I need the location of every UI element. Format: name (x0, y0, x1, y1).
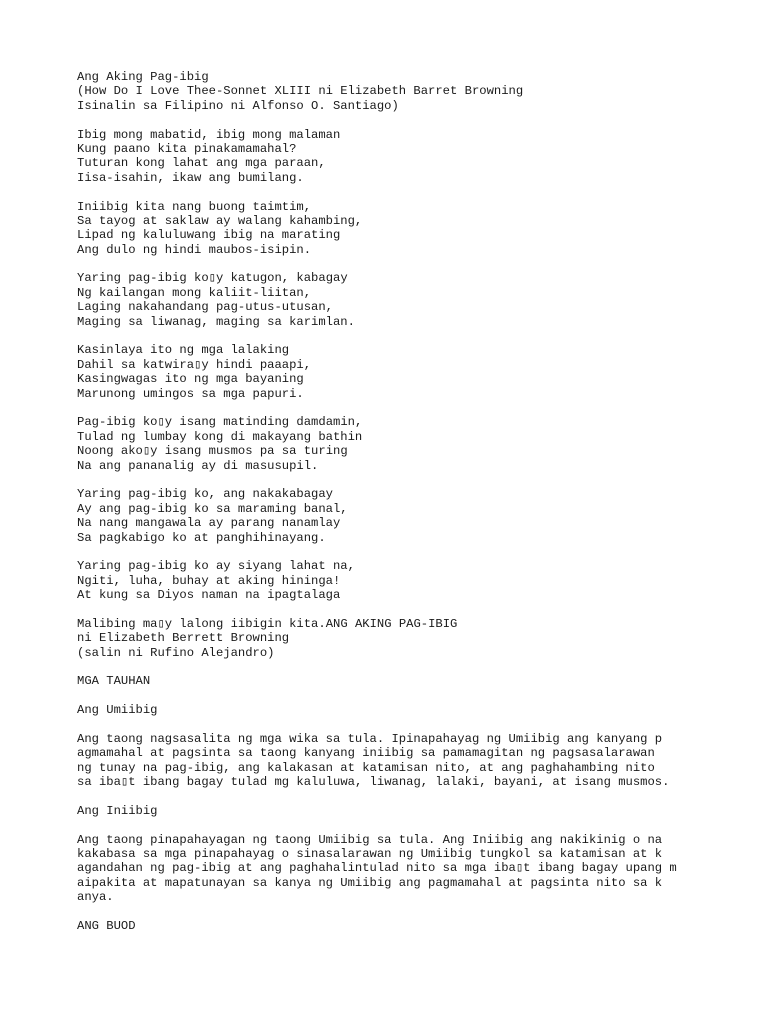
verse-line: Pag-ibig ko▯y isang matinding damdamin, (77, 415, 363, 430)
verse-line: Laging nakahandang pag-utus-utusan, (77, 300, 333, 315)
paragraph-line: ng tunay na pag-ibig, ang kalakasan at katamisan nito, at ang paghahambing nito (77, 760, 655, 775)
verse-line: Tuturan kong lahat ang mga paraan, (77, 156, 326, 171)
character-heading-iniibig (77, 804, 737, 818)
verse-line: ni Elizabeth Berrett Browning (77, 631, 290, 646)
poem-translator: Isinalin sa Filipino ni Alfonso O. Santiago) (77, 98, 399, 113)
stanza-6 (77, 487, 737, 545)
verse-line: Na ang pananalig ay di masusupil. (77, 458, 319, 473)
paragraph-iniibig (77, 833, 737, 905)
verse-line: Yaring pag-ibig ko, ang nakakabagay (77, 487, 333, 502)
section-heading: MGA TAUHAN (77, 674, 151, 689)
poem-title: Ang Aking Pag-ibig (77, 70, 209, 84)
verse-line: Marunong umingos sa mga papuri. (77, 386, 304, 401)
verse-line: Dahil sa katwira▯y hindi paaapi, (77, 357, 312, 372)
verse-line: At kung sa Diyos naman na ipagtalaga (77, 588, 341, 603)
verse-line: Kung paano kita pinakamamahal? (77, 141, 297, 156)
verse-line: Ngiti, luha, buhay at aking hininga! (77, 573, 341, 588)
paragraph-line: anya. (77, 890, 114, 905)
subsection-heading: Ang Umiibig (77, 703, 158, 718)
paragraph-line: kakabasa sa mga pinapahayag o sinasalarawan ng Umiibig tungkol sa katamisan at k (77, 847, 663, 862)
paragraph-line: Ang taong nagsasalita ng mga wika sa tula. Ipinapahayag ng Umiibig ang kanyang p (77, 731, 663, 746)
verse-line: Yaring pag-ibig ko▯y katugon, kabagay (77, 271, 348, 286)
verse-line: Iniibig kita nang buong taimtim, (77, 199, 312, 214)
paragraph-line: agmamahal at pagsinta sa taong kanyang iniibig sa pamamagitan ng pagsasalarawan (77, 746, 655, 761)
stanza-3 (77, 271, 737, 329)
stanza-5 (77, 415, 737, 473)
section-heading: ANG BUOD (77, 919, 136, 934)
poem-header (77, 70, 737, 113)
verse-line: Ibig mong mabatid, ibig mong malaman (77, 127, 341, 142)
verse-line: Sa tayog at saklaw ay walang kahambing, (77, 213, 363, 228)
stanza-1 (77, 128, 737, 186)
paragraph-line: aipakita at mapatunayan sa kanya ng Umiibig ang pagmamahal at pagsinta nito sa k (77, 875, 663, 890)
verse-line: Iisa-isahin, ikaw ang bumilang. (77, 170, 304, 185)
subsection-heading: Ang Iniibig (77, 803, 158, 818)
character-heading-umiibig (77, 703, 737, 717)
verse-line: Na nang mangawala ay parang nanamlay (77, 516, 341, 531)
verse-line: Lipad ng kaluluwang ibig na marating (77, 228, 341, 243)
paragraph-line: sa iba▯t ibang bagay tulad mg kaluluwa, liwanag, lalaki, bayani, at isang musmos. (77, 775, 670, 790)
verse-line: Kasinlaya ito ng mga lalaking (77, 343, 290, 358)
poem-source: (How Do I Love Thee-Sonnet XLIII ni Elizabeth Barret Browning (77, 84, 524, 99)
document-page (77, 70, 737, 948)
section-heading-mga-tauhan (77, 674, 737, 688)
paragraph-line: agandahan ng pag-ibig at ang paghahalintulad nito sa mga iba▯t ibang bagay upang m (77, 861, 677, 876)
stanza-8 (77, 617, 737, 660)
section-heading-ang-buod (77, 919, 737, 933)
verse-line: Noong ako▯y isang musmos pa sa turing (77, 444, 348, 459)
verse-line: Maging sa liwanag, maging sa karimlan. (77, 314, 355, 329)
verse-line: Sa pagkabigo ko at panghihinayang. (77, 530, 326, 545)
stanza-2 (77, 200, 737, 258)
paragraph-umiibig (77, 732, 737, 790)
verse-line: Malibing ma▯y lalong iibigin kita.ANG AKING PAG-IBIG (77, 616, 458, 631)
verse-line: Tulad ng lumbay kong di makayang bathin (77, 429, 363, 444)
stanza-7 (77, 559, 737, 602)
stanza-4 (77, 343, 737, 401)
verse-line: Ng kailangan mong kaliit-liitan, (77, 285, 312, 300)
verse-line: Yaring pag-ibig ko ay siyang lahat na, (77, 559, 355, 574)
verse-line: Ay ang pag-ibig ko sa maraming banal, (77, 501, 348, 516)
verse-line: Ang dulo ng hindi maubos-isipin. (77, 242, 312, 257)
verse-line: (salin ni Rufino Alejandro) (77, 645, 275, 660)
verse-line: Kasingwagas ito ng mga bayaning (77, 372, 304, 387)
paragraph-line: Ang taong pinapahayagan ng taong Umiibig sa tula. Ang Iniibig ang nakikinig o na (77, 832, 663, 847)
